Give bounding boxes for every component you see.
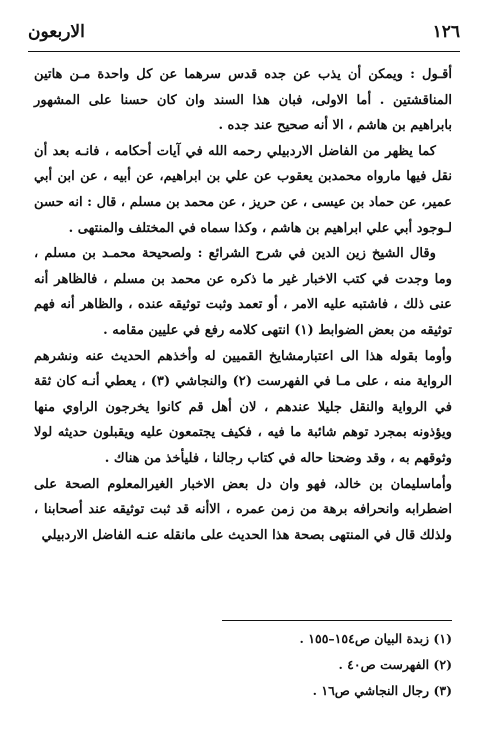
footnote: (١) زبدة البيان ص١٥٤–١٥٥ . <box>299 631 452 646</box>
page-header <box>28 22 460 46</box>
main-text <box>34 62 452 548</box>
paragraph: وأماسليمان بن خالد، فهو وان دل بعض الاخبار الغيرالمعلوم الصحة على اضطرابه وانحرافه برهة من زمن عمره ، الاأنه قد ثبت توثيقه عند أصحابنا ، ولذلك قال في المنتهى بصحة هذا الحديث على مانقله عنـه الفاضل الاردبيلي <box>34 476 452 543</box>
footnotes <box>200 626 452 704</box>
footnote: (٢) الفهرست ص٤٠ . <box>338 657 452 672</box>
footnote: (٣) رجال النجاشي ص١٦ . <box>312 683 452 698</box>
paragraph: وقال الشيخ زين الدين في شرح الشرائع : ولصحيحة محمـد بن مسلم ، وما وجدت في كتب الاخبار غير ما ذكره عن محمد بن مسلم ، فالظاهر أنه عنى ذلك ، فاشتبه عليه الامر ، أو تعمد وثبت توثيقه عنده ، والظاهر أنه فهم توثيقه من بعض الضوابط (١) انتهى كلامه رفع في عليين مقامه . <box>34 246 452 338</box>
page-number: ١٢٦ <box>432 22 460 42</box>
footnote-rule <box>222 620 452 621</box>
paragraph: أقـول : ويمكن أن يذب عن جده قدس سرهما عن كل واحدة مـن هاتين المناقشتين . أما الاولى، فبان هذا السند وان كان حسنا على المشهور بابراهيم بن هاشم ، الا أنه صحيح عند جده . <box>34 67 452 134</box>
running-title: الاربعون <box>28 22 85 42</box>
paragraph: وأوما بقوله هذا الى اعتبارمشايخ القميين له وأخذهم الحديث عنه ونشرهم الرواية منه ، على مـا في الفهرست (٢) والنجاشي (٣) ، يعطي أنـه كان ثقة في الرواية والنقل جليلا عندهم ، لان أهل قم كانوا يخرجون الراوي منها ويؤذونه بمجرد توهم شائبة ما فيه ، فكيف يجتمعون عليه ويقبلون حديثه لولا وثوقهم به ، وقد وضحنا حاله في كتاب رجالنا ، فليأخذ من هناك . <box>34 348 452 466</box>
header-rule <box>28 51 460 52</box>
paragraph: كما يظهر من الفاضل الاردبيلي رحمه الله في آيات أحكامه ، فانـه بعد أن نقل فيها مارواه محمدبن يعقوب عن علي بن ابراهيم، عن أبيه ، عن ابن أبي عمير، عن حماد بن عيسى ، عن حريز ، عن محمد بن مسلم ، قال : انه حسن لـوجود أبي علي ابراهيم بن هاشم ، وكذا سماه في المختلف والمنتهى . <box>34 143 452 236</box>
